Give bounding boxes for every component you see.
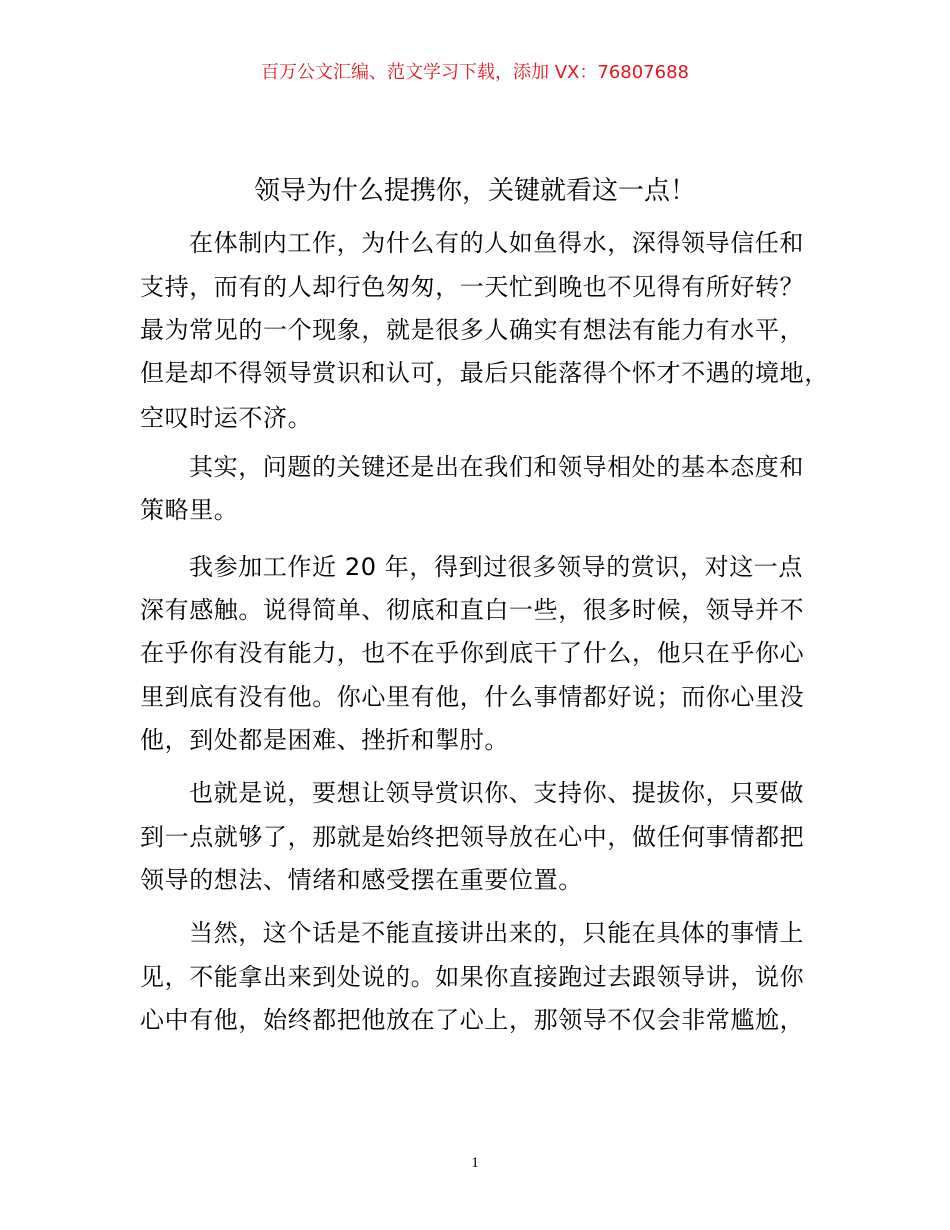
header-banner: 百万公文汇编、范文学习下载，添加 VX：76807688	[261, 62, 689, 83]
paragraph-line: 他，到处都是困难、挫折和掣肘。	[140, 726, 509, 754]
paragraph-line: 里到底有没有他。你心里有他，什么事情都好说；而你心里没	[140, 683, 805, 711]
paragraph-line: 但是却不得领导赏识和认可，最后只能落得个怀才不遇的境地，	[140, 359, 829, 387]
page-number: 1	[471, 1155, 479, 1171]
paragraph-line: 见，不能拿出来到处说的。如果你直接跑过去跟领导讲，说你	[140, 963, 805, 991]
paragraph-line: 心中有他，始终都把他放在了心上，那领导不仅会非常尴尬，	[140, 1006, 805, 1034]
paragraph-line: 也就是说，要想让领导赏识你、支持你、提拔你，只要做	[189, 779, 804, 807]
document-title: 领导为什么提携你，关键就看这一点！	[253, 176, 696, 206]
paragraph-line: 策略里。	[140, 496, 239, 524]
paragraph-line: 当然，这个话是不能直接讲出来的，只能在具体的事情上	[189, 919, 804, 947]
paragraph-line: 我参加工作近 20 年，得到过很多领导的赏识，对这一点	[189, 553, 803, 581]
paragraph-line: 最为常见的一个现象，就是很多人确实有想法有能力有水平，	[140, 316, 805, 344]
paragraph-line: 空叹时运不济。	[140, 404, 313, 432]
paragraph-line: 到一点就够了，那就是始终把领导放在心中，做任何事情都把	[140, 823, 805, 851]
paragraph-line: 其实，问题的关键还是出在我们和领导相处的基本态度和	[189, 453, 804, 481]
paragraph-line: 在乎你有没有能力，也不在乎你到底干了什么，他只在乎你心	[140, 639, 805, 667]
paragraph-line: 支持，而有的人却行色匆匆，一天忙到晚也不见得有所好转？	[140, 273, 805, 301]
paragraph-line: 深有感触。说得简单、彻底和直白一些，很多时候，领导并不	[140, 596, 805, 624]
paragraph-line: 领导的想法、情绪和感受摆在重要位置。	[140, 866, 583, 894]
paragraph-line: 在体制内工作，为什么有的人如鱼得水，深得领导信任和	[189, 229, 804, 257]
